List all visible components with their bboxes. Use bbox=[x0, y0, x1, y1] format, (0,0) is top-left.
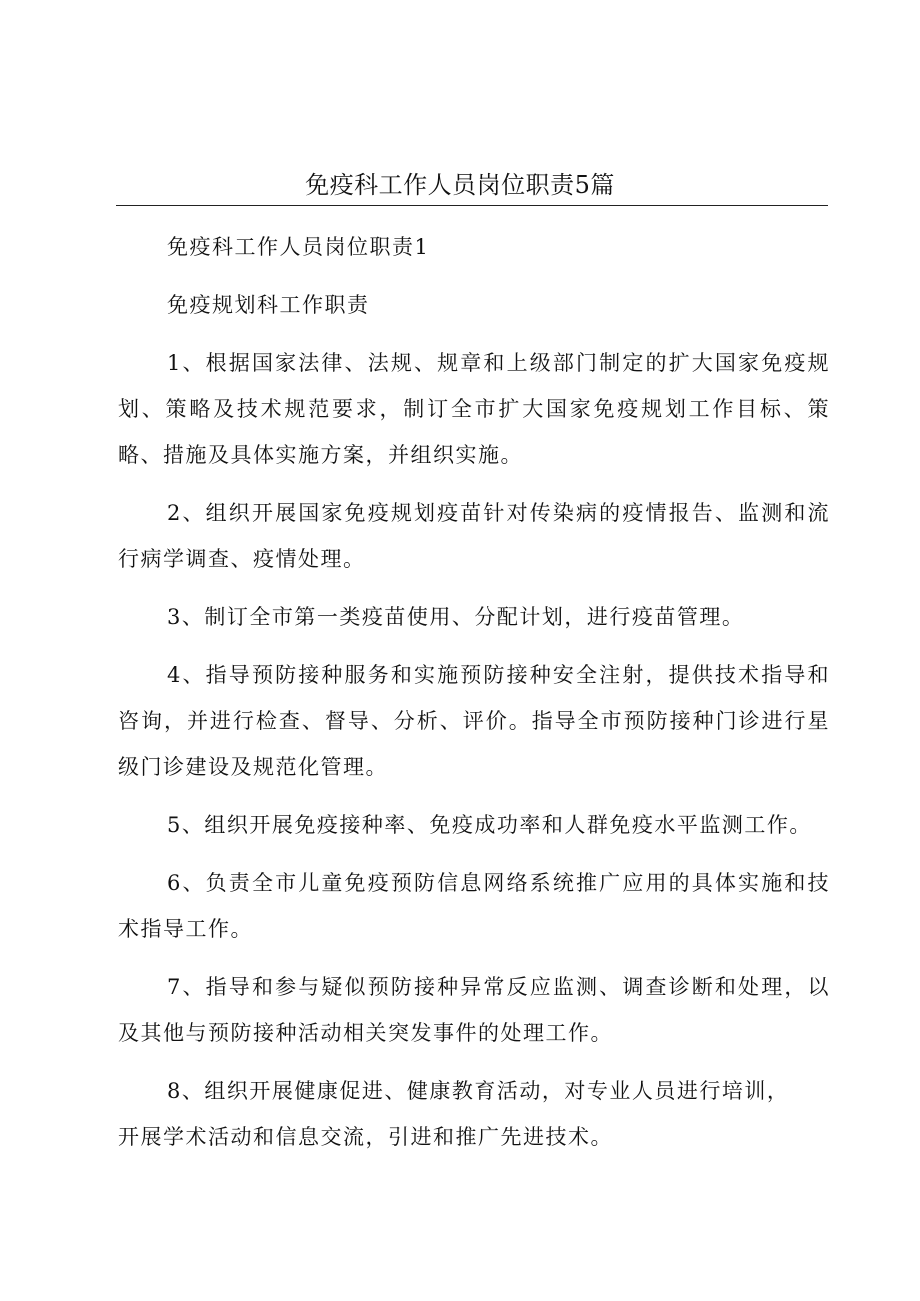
duty-item-6: 6、负责全市儿童免疫预防信息网络系统推广应用的具体实施和技术指导工作。 bbox=[118, 871, 830, 941]
duty-item-8-continuation: 开展学术活动和信息交流，引进和推广先进技术。 bbox=[118, 1125, 613, 1149]
duty-item-8: 8、组织开展健康促进、健康教育活动，对专业人员进行培训， bbox=[167, 1079, 790, 1103]
document-title: 免疫科工作人员岗位职责5篇 bbox=[305, 171, 615, 199]
duty-item-5: 5、组织开展免疫接种率、免疫成功率和人群免疫水平监测工作。 bbox=[167, 813, 812, 837]
document-body bbox=[118, 224, 830, 1172]
subsection-heading: 免疫规划科工作职责 bbox=[167, 293, 370, 317]
duty-item-7: 7、指导和参与疑似预防接种异常反应监测、调查诊断和处理，以及其他与预防接种活动相关突发事件的处理工作。 bbox=[118, 975, 830, 1045]
duty-item-3: 3、制订全市第一类疫苗使用、分配计划，进行疫苗管理。 bbox=[167, 605, 745, 629]
duty-item-1: 1、根据国家法律、法规、规章和上级部门制定的扩大国家免疫规划、策略及技术规范要求，制订全市扩大国家免疫规划工作目标、策略、措施及具体实施方案，并组织实施。 bbox=[118, 351, 830, 467]
duty-item-4: 4、指导预防接种服务和实施预防接种安全注射，提供技术指导和咨询，并进行检查、督导、分析、评价。指导全市预防接种门诊进行星级门诊建设及规范化管理。 bbox=[118, 663, 830, 779]
section-heading: 免疫科工作人员岗位职责1 bbox=[167, 235, 430, 259]
duty-item-2: 2、组织开展国家免疫规划疫苗针对传染病的疫情报告、监测和流行病学调查、疫情处理。 bbox=[118, 501, 830, 571]
title-divider bbox=[116, 205, 828, 206]
